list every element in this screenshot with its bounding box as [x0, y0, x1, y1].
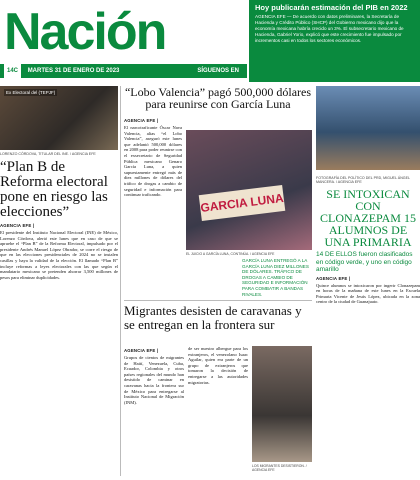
page-number: 14C: [4, 64, 21, 78]
right-body: Quince alumnos se intoxicaron por ingerir Clonazepam en horas de la mañana de este lunes en la Escuela Primaria Vicente de Jesús López, ubicada en la zona centro de la ciudad de Guanajuato.: [316, 282, 420, 305]
protest-photo: [186, 130, 312, 250]
right-photo: [316, 86, 420, 170]
social-label: SÍGUENOS EN: [197, 68, 239, 74]
dateline-bar: [0, 64, 247, 78]
protest-caption: EL JUICIO A GARCÍA LUNA, CONTINÚA. / AGENCIA EFE: [186, 252, 275, 256]
bottom-body-2: de ser nuestro albergue para los extranjeros, el venezolano Isaac Aguilar, quien era parte de un grupo de extranjeros que tomaron la decisión de entregarse a las autoridades migratorias.: [188, 346, 248, 385]
left-photo-label: Ex Electoral del (TEPJF): [6, 90, 56, 95]
left-article: [0, 86, 118, 280]
left-kicker: AGENCIA EFE |: [0, 223, 35, 228]
migrants-photo: [252, 346, 312, 462]
left-body: El presidente del Instituto Nacional Electoral (INE) de México, Lorenzo Córdova, alertó este lunes que en caso de que se apruebe el “Plan B” de la Reforma Electoral, impulsado por el presidente Andrés Manuel López Obrador, se corre el riesgo de que en las elecciones presidenciales de 2024 no se instalen casillas y haya la validad de la elección. El llamado “Plan B” incluye reformas a leyes electorales con las que según el mandatario mexicano se pretenden ahorrar 3,500 millones de pesos para eliminar duplicidades.: [0, 230, 118, 280]
section-divider: [124, 300, 312, 301]
pull-quote: GARCÍA LUNA ENTREGÓ A LA GARCÍA LUNA DIEZ MILLONES DE DÓLARES. TRÁFICO DE DROGAS A CAMBIO DE SEGURIDAD E INFORMACIÓN PARA COMBATIR A BANDAS RIVALES.: [242, 258, 309, 297]
top-kicker: AGENCIA EFE |: [124, 118, 159, 123]
left-photo: [0, 86, 118, 150]
promo-headline: Hoy publicarán estimación del PIB en 2022: [255, 3, 408, 12]
right-subheadline: 14 DE ELLOS fueron clasificados en código verde, y uno en código amarillo: [316, 251, 413, 273]
top-headline: “Lobo Valencia” pagó 500,000 dólares para reunirse con García Luna: [124, 85, 312, 111]
issue-date: MARTES 31 DE ENERO DE 2023: [27, 68, 120, 74]
right-photo-caption: FOTOGRAFÍA DEL POLÍTICO DEL PRD, MIGUEL ÁNGEL MANCERA. / AGENCIA EFE: [316, 176, 410, 184]
promo-box: [249, 0, 420, 82]
bottom-headline: Migrantes desisten de caravanas y se entregan en la frontera sur: [124, 303, 302, 332]
bottom-kicker: AGENCIA EFE |: [124, 348, 159, 353]
left-headline: “Plan B de Reforma electoral pone en riesgo las elecciones”: [0, 159, 108, 220]
top-body: El narcotraficante Óscar Nava Valencia, alias “el Lobo Valencia”, aseguró este lunes que adelantó 500,000 dólares en 2008 para poder reunirse con el exsecretario de Seguridad Pública mexicano Genaro García Luna, a quien supuestamente entregó más de diez millones de dólares del tráfico de drogas a cambio de seguridad e información para continuar traficando.: [124, 125, 182, 198]
right-article: [316, 174, 420, 305]
top-article: [124, 116, 182, 198]
bottom-article-col2: [188, 346, 248, 385]
migrants-caption: LOS MIGRANTES DESISTIERON. / AGENCIA EFE: [252, 464, 307, 472]
bottom-body-1: Grupos de cientos de migrantes de Haití, Venezuela, Cuba, Ecuador, Colombia y otros países regionales del mundo han desistido de caminar en caravanas hacia la frontera sur de México para entregarse al Instituto Nacional de Migración (INM).: [124, 355, 184, 405]
newspaper-logo: Nación: [4, 3, 166, 61]
right-headline: SE INTOXICAN CON CLONAZEPAM 15 ALUMNOS DE UNA PRIMARIA: [320, 187, 416, 249]
right-kicker: AGENCIA EFE |: [316, 275, 351, 281]
bottom-article-col1: [124, 346, 184, 405]
protest-sign: GARCIA LUNA: [199, 185, 286, 221]
left-photo-caption: LORENZO CÓRDOVA, TITULAR DEL INE. / AGENCIA EFE: [0, 152, 96, 156]
promo-body: AGENCIA EFE — De acuerdo con datos preliminares, la Secretaría de Hacienda y Crédito Público (SHCP) del Gobierno mexicano dijo que la economía mexicana habría crecido un 3%. El subsecretario mexicano de Hacienda, Gabriel Yorio, explicó que este crecimiento fue impulsado por incrementos casi en todos los sectores económicos.: [255, 14, 404, 43]
column-divider: [120, 86, 121, 476]
